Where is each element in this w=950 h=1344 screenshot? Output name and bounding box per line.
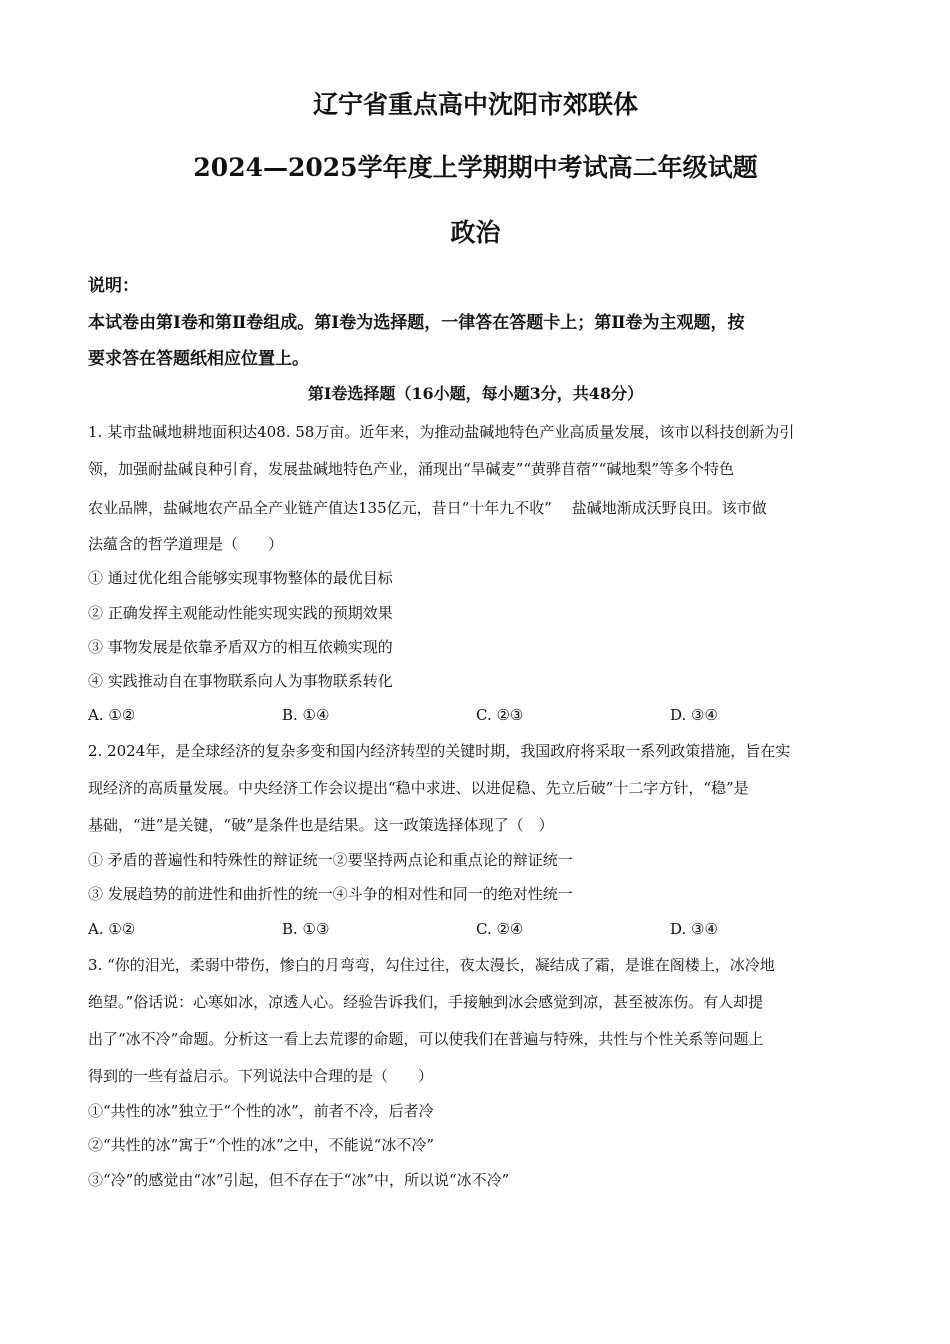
- question-1-stem-line: 法蕴含的哲学道理是（ ）: [88, 535, 284, 553]
- option-a: A. ①②: [88, 706, 136, 724]
- question-2-statement: ① 矛盾的普遍性和特殊性的辩证统一②要坚持两点论和重点论的辩证统一: [88, 851, 573, 869]
- instructions-text-line1: 本试卷由第Ⅰ卷和第Ⅱ卷组成。第Ⅰ卷为选择题，一律答在答题卡上；第Ⅱ卷为主观题，按: [88, 313, 745, 333]
- question-2-stem-line: 基础，“进”是关键，“破”是条件也是结果。这一政策选择体现了（ ）: [88, 816, 554, 834]
- question-2-stem-line: 2. 2024年，是全球经济的复杂多变和国内经济转型的关键时期，我国政府将采取一系列政策措施，旨在实: [88, 742, 791, 760]
- exam-subject: 政治: [450, 218, 501, 247]
- option-c: C. ②④: [476, 920, 524, 938]
- exam-title-line2: 2024—2025学年度上学期期中考试高二年级试题: [193, 153, 758, 182]
- instructions-text-line2: 要求答在答题纸相应位置上。: [88, 349, 309, 369]
- question-1-stem-line: 领，加强耐盐碱良种引育，发展盐碱地特色产业，涌现出“旱碱麦”“黄骅苜蓿”“碱地梨”等多个特色: [88, 460, 735, 478]
- instructions-label: 说明：: [88, 276, 139, 296]
- option-a: A. ①②: [88, 920, 136, 938]
- section1-heading: 第Ⅰ卷选择题（16小题，每小题3分，共48分）: [307, 384, 644, 403]
- question-2-statement: ③ 发展趋势的前进性和曲折性的统一④斗争的相对性和同一的绝对性统一: [88, 885, 573, 903]
- question-3-statement: ②“共性的冰”寓于“个性的冰”之中，不能说“冰不冷”: [88, 1136, 435, 1154]
- option-c: C. ②③: [476, 706, 524, 724]
- question-1-statement: ② 正确发挥主观能动性能实现实践的预期效果: [88, 604, 393, 622]
- question-2-stem-line: 现经济的高质量发展。中央经济工作会议提出“稳中求进、以进促稳、先立后破”十二字方针，“稳”是: [88, 779, 749, 797]
- question-1-statement: ① 通过优化组合能够实现事物整体的最优目标: [88, 569, 393, 587]
- option-d: D. ③④: [670, 920, 718, 938]
- question-3-stem-line: 得到的一些有益启示。下列说法中合理的是（ ）: [88, 1067, 434, 1085]
- option-b: B. ①③: [282, 920, 330, 938]
- option-b: B. ①④: [282, 706, 330, 724]
- question-3-stem-line: 绝望。”俗话说：心寒如冰，凉透人心。经验告诉我们，手接触到冰会感觉到凉，甚至被冻伤。有人却提: [88, 993, 764, 1011]
- question-3-stem-line: 3. “你的泪光，柔弱中带伤，惨白的月弯弯，勾住过往，夜太漫长，凝结成了霜，是谁在阁楼上，冰冷地: [88, 956, 775, 974]
- question-1-statement: ④ 实践推动自在事物联系向人为事物联系转化: [88, 672, 393, 690]
- question-3-statement: ③“冷”的感觉由“冰”引起，但不存在于“冰”中，所以说“冰不冷”: [88, 1171, 510, 1189]
- question-1-statement: ③ 事物发展是依靠矛盾双方的相互依赖实现的: [88, 638, 393, 656]
- question-3-statement: ①“共性的冰”独立于“个性的冰”，前者不冷，后者冷: [88, 1102, 434, 1120]
- question-1-stem-line: 农业品牌，盐碱地农产品全产业链产值达135亿元，昔日“十年九不收” 盐碱地渐成沃野良田。该市做: [88, 499, 767, 517]
- exam-title-line1: 辽宁省重点高中沈阳市郊联体: [312, 90, 638, 119]
- question-1-stem-line: 1. 某市盐碱地耕地面积达408. 58万亩。近年来，为推动盐碱地特色产业高质量发展，该市以科技创新为引: [88, 423, 795, 441]
- option-d: D. ③④: [670, 706, 718, 724]
- question-3-stem-line: 出了“冰不冷”命题。分析这一看上去荒谬的命题，可以使我们在普遍与特殊，共性与个性关系等问题上: [88, 1030, 764, 1048]
